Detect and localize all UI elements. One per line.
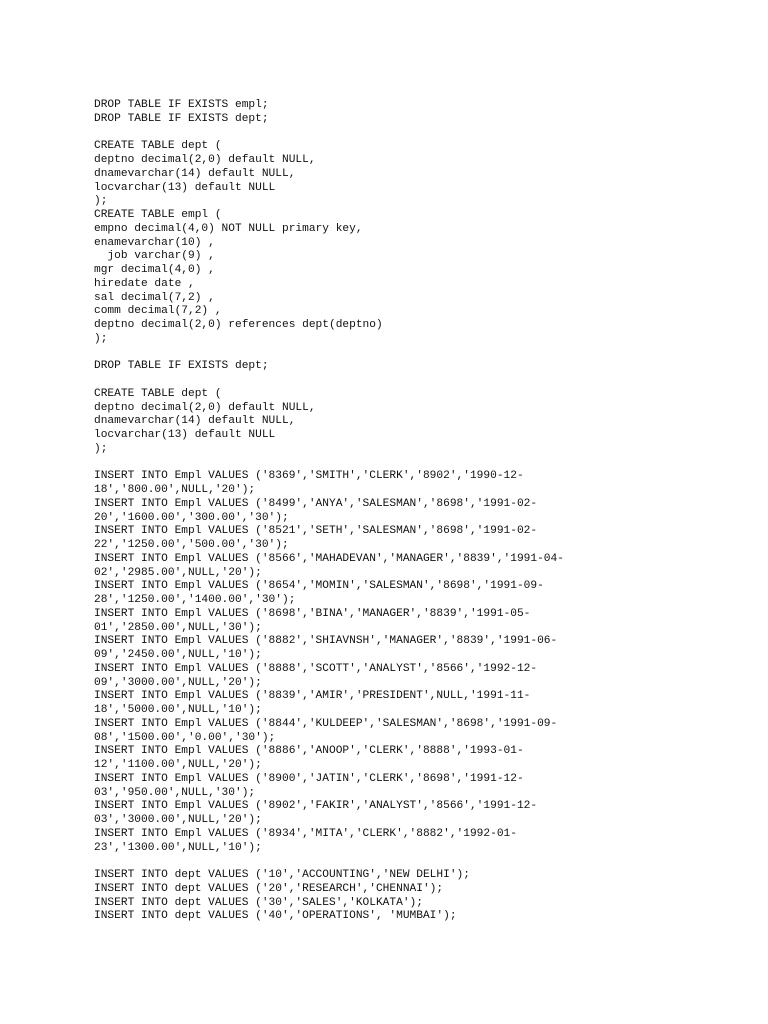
code-line [94,457,714,471]
code-line: mgr decimal(4,0) , [94,264,215,276]
code-line: 03','3000.00',NULL,'20'); [94,814,262,826]
code-line: sal decimal(7,2) , [94,291,215,304]
code-line: INSERT INTO Empl VALUES ('8566','MAHADEVAN','MANAGER','8839','1991-04- [94,552,564,565]
code-line: 28','1250.00','1400.00','30'); [94,594,296,606]
code-line: dnamevarchar(14) default NULL, [94,415,296,428]
code-line: INSERT INTO Empl VALUES ('8839','AMIR','PRESIDENT',NULL,'1991-11- [94,690,531,703]
code-line: INSERT INTO dept VALUES ('30','SALES','KOLKATA'); [94,896,423,909]
code-line: 20','1600.00','300.00','30'); [94,511,289,524]
code-line: INSERT INTO dept VALUES ('40','OPERATIONS', 'MUMBAI'); [94,910,457,923]
code-line: deptno decimal(2,0) default NULL, [94,401,316,414]
code-line: INSERT INTO Empl VALUES ('8886','ANOOP','CLERK','8888','1993-01- [94,745,524,758]
code-line: comm decimal(7,2) , [94,305,222,318]
code-line: 18','5000.00',NULL,'10'); [94,704,262,716]
code-line: ); [94,195,108,208]
code-line [94,855,714,869]
code-line: deptno decimal(2,0) default NULL, [94,154,316,166]
code-line: enamevarchar(10) , [94,236,215,249]
code-line: INSERT INTO Empl VALUES ('8521','SETH','SALESMAN','8698','1991-02- [94,525,538,538]
document-body [94,99,714,924]
code-line: DROP TABLE IF EXISTS empl; [94,99,269,111]
code-line: ); [94,332,108,345]
code-line: INSERT INTO Empl VALUES ('8888','SCOTT','ANALYST','8566','1992-12- [94,662,538,675]
code-line: empno decimal(4,0) NOT NULL primary key, [94,222,363,235]
code-line: 01','2850.00',NULL,'30'); [94,621,262,634]
code-line: INSERT INTO Empl VALUES ('8844','KULDEEP','SALESMAN','8698','1991-09- [94,717,558,730]
code-line: 03','950.00',NULL,'30'); [94,786,256,799]
code-line: 18','800.00',NULL,'20'); [94,484,256,496]
code-line: locvarchar(13) default NULL [94,429,276,441]
code-line: INSERT INTO Empl VALUES ('8698','BINA','MANAGER','8839','1991-05- [94,607,531,620]
code-line: INSERT INTO dept VALUES ('10','ACCOUNTING','NEW DELHI'); [94,869,470,881]
code-line [94,127,714,141]
code-line: 09','2450.00',NULL,'10'); [94,649,262,661]
code-line: dnamevarchar(14) default NULL, [94,167,296,180]
code-line: DROP TABLE IF EXISTS dept; [94,112,269,125]
code-line: job varchar(9) , [94,250,215,263]
code-line: 23','1300.00',NULL,'10'); [94,841,262,854]
code-line: INSERT INTO Empl VALUES ('8499','ANYA','SALESMAN','8698','1991-02- [94,497,538,510]
code-line [94,374,714,388]
code-line: deptno decimal(2,0) references dept(deptno) [94,319,383,331]
code-line: 22','1250.00','500.00','30'); [94,539,289,551]
code-line: CREATE TABLE dept ( [94,140,222,153]
code-line: ); [94,442,108,455]
code-line: INSERT INTO Empl VALUES ('8934','MITA','CLERK','8882','1992-01- [94,827,517,840]
code-line: INSERT INTO Empl VALUES ('8900','JATIN','CLERK','8698','1991-12- [94,772,524,785]
code-line: 12','1100.00',NULL,'20'); [94,759,262,771]
code-line [94,347,714,361]
code-line: INSERT INTO Empl VALUES ('8654','MOMIN','SALESMAN','8698','1991-09- [94,580,544,593]
code-line: hiredate date , [94,277,195,290]
code-line: INSERT INTO dept VALUES ('20','RESEARCH','CHENNAI'); [94,882,444,895]
code-line: 08','1500.00','0.00','30'); [94,731,276,744]
code-line: CREATE TABLE dept ( [94,387,222,400]
code-line: CREATE TABLE empl ( [94,209,222,221]
code-line: locvarchar(13) default NULL [94,181,276,194]
code-line: 09','3000.00',NULL,'20'); [94,676,262,689]
code-line: INSERT INTO Empl VALUES ('8369','SMITH','CLERK','8902','1990-12- [94,470,524,483]
code-line: 02','2985.00',NULL,'20'); [94,566,262,579]
code-line: DROP TABLE IF EXISTS dept; [94,360,269,373]
code-line: INSERT INTO Empl VALUES ('8882','SHIAVNSH','MANAGER','8839','1991-06- [94,635,558,648]
code-line: INSERT INTO Empl VALUES ('8902','FAKIR','ANALYST','8566','1991-12- [94,800,538,813]
